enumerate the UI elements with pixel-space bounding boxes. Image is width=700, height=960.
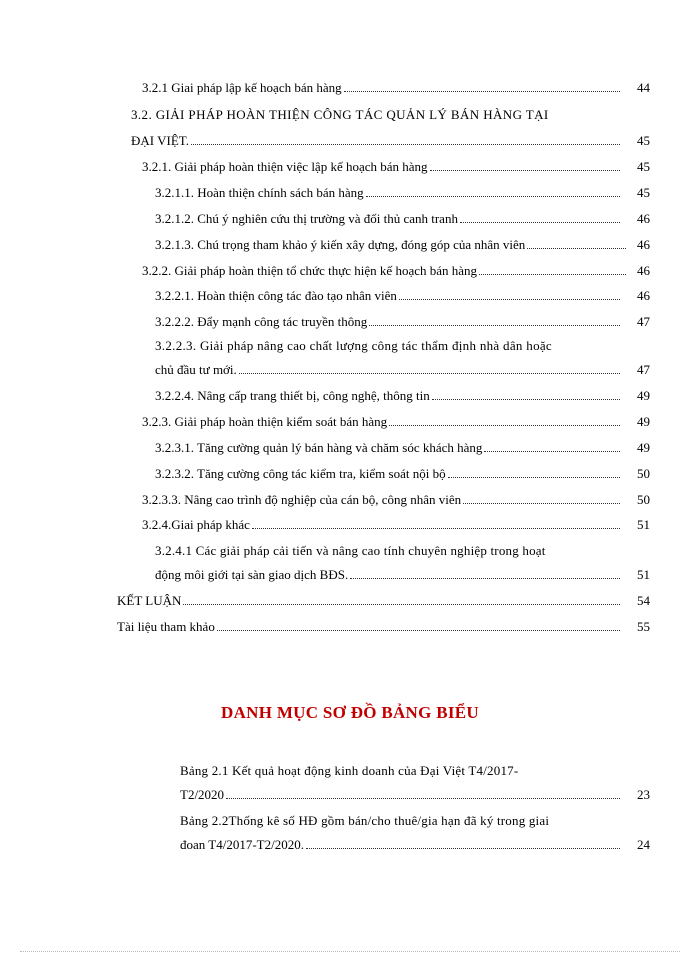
toc-entry-text: 3.2. GIẢI PHÁP HOÀN THIỆN CÔNG TÁC QUẢN LÝ BÁN HÀNG TẠI (131, 107, 549, 122)
toc-entry-page: 45 (637, 133, 650, 148)
toc-entry-text: 3.2.1.2. Chú ý nghiên cứu thị trường và đối thủ canh tranh (155, 211, 458, 226)
toc-entry-page: 50 (637, 492, 650, 507)
toc-entry-page: 46 (637, 237, 650, 252)
toc-entry-page: 51 (637, 567, 650, 582)
toc-entry-text: 3.2.1.1. Hoàn thiện chính sách bán hàng (155, 185, 364, 200)
toc-entry-page: 46 (637, 288, 650, 303)
toc-entry-page: 54 (637, 593, 650, 608)
toc-entry-text: 3.2.4.Giai pháp khác (142, 517, 250, 532)
toc-entry-page: 51 (637, 517, 650, 532)
toc-entry-page: 49 (637, 388, 650, 403)
toc-entry-page: 49 (637, 414, 650, 429)
toc-entry-text: chủ đầu tư mới. (155, 362, 237, 377)
toc-entry-text: 3.2.2.3. Giải pháp nâng cao chất lượng công tác thẩm định nhà dân hoặc (155, 338, 553, 353)
toc-entry-text: ĐẠI VIỆT. (131, 133, 190, 148)
toc-entry-page: 47 (637, 362, 650, 377)
toc-entry-page: 46 (637, 211, 650, 226)
toc-entry-text: 3.2.1.3. Chú trọng tham khảo ý kiến xây dựng, đóng góp của nhân viên (155, 237, 526, 252)
toc-entry-text: 3.2.4.1 Các giải pháp cải tiến và nâng cao tính chuyên nghiệp trong hoạt (155, 543, 546, 558)
table-entry-text: Bảng 2.2Thống kê số HĐ gồm bán/cho thuê/gia hạn đã ký trong giai (180, 813, 550, 828)
toc-entry-text: động môi giới tại sàn giao dịch BĐS. (155, 567, 349, 582)
toc-entry-page: 49 (637, 440, 650, 455)
toc-entry-text: 3.2.1 Giai pháp lập kế hoạch bán hàng (142, 80, 342, 95)
page-bottom-rule (20, 951, 680, 952)
toc-entry-page: 44 (637, 80, 650, 95)
toc-entry-text: Tài liệu tham khảo (117, 619, 215, 634)
toc-entry-page: 50 (637, 466, 650, 481)
toc-entry-text: KẾT LUẬN (117, 593, 182, 608)
toc-entry-text: 3.2.3.1. Tăng cường quản lý bán hàng và chăm sóc khách hàng (155, 440, 483, 455)
toc-entry-text: 3.2.3. Giải pháp hoàn thiện kiểm soát bán hàng (142, 414, 388, 429)
toc-entry-page: 45 (637, 185, 650, 200)
section-title: DANH MỤC SƠ ĐỒ BẢNG BIỂU (221, 703, 479, 722)
table-entry-page: 23 (637, 787, 650, 802)
toc-entry-text: 3.2.2.4. Nâng cấp trang thiết bị, công nghệ, thông tin (155, 388, 430, 403)
toc-entry-text: 3.2.2.2. Đẩy mạnh công tác truyền thông (155, 314, 368, 329)
toc-entry-text: 3.2.2.1. Hoàn thiện công tác đào tạo nhân viên (155, 288, 397, 303)
table-entry-text: T2/2020 (180, 787, 225, 802)
table-entry-text: đoan T4/2017-T2/2020. (180, 837, 304, 852)
toc-entry-text: 3.2.3.2. Tăng cường công tác kiểm tra, kiểm soát nội bộ (155, 466, 446, 481)
toc-entry-page: 46 (637, 263, 650, 278)
toc-entry-page: 55 (637, 619, 650, 634)
table-entry-text: Bảng 2.1 Kết quả hoạt động kinh doanh của Đại Việt T4/2017- (180, 763, 519, 778)
toc-entry-page: 45 (637, 159, 650, 174)
table-entry-page: 24 (637, 837, 650, 852)
toc-entry-text: 3.2.3.3. Nâng cao trình độ nghiệp của cán bộ, công nhân viên (142, 492, 462, 507)
toc-entry-page: 47 (637, 314, 650, 329)
toc-entry-text: 3.2.1. Giải pháp hoàn thiện việc lập kế hoạch bán hàng (142, 159, 428, 174)
toc-entry-text: 3.2.2. Giải pháp hoàn thiện tổ chức thực hiện kế hoạch bán hàng (142, 263, 478, 278)
